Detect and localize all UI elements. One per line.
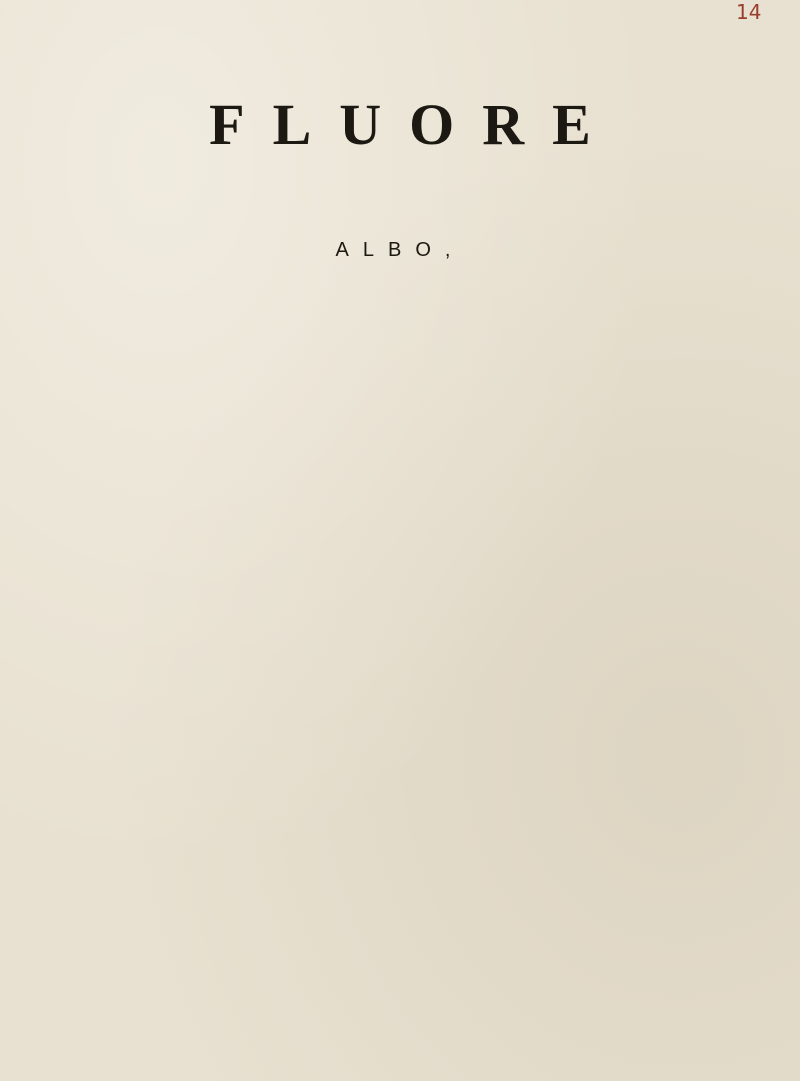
title-albo: ALBO, <box>335 239 465 261</box>
title-fluore: FLUORE <box>209 92 619 157</box>
stamp-number: 14 <box>736 0 762 24</box>
